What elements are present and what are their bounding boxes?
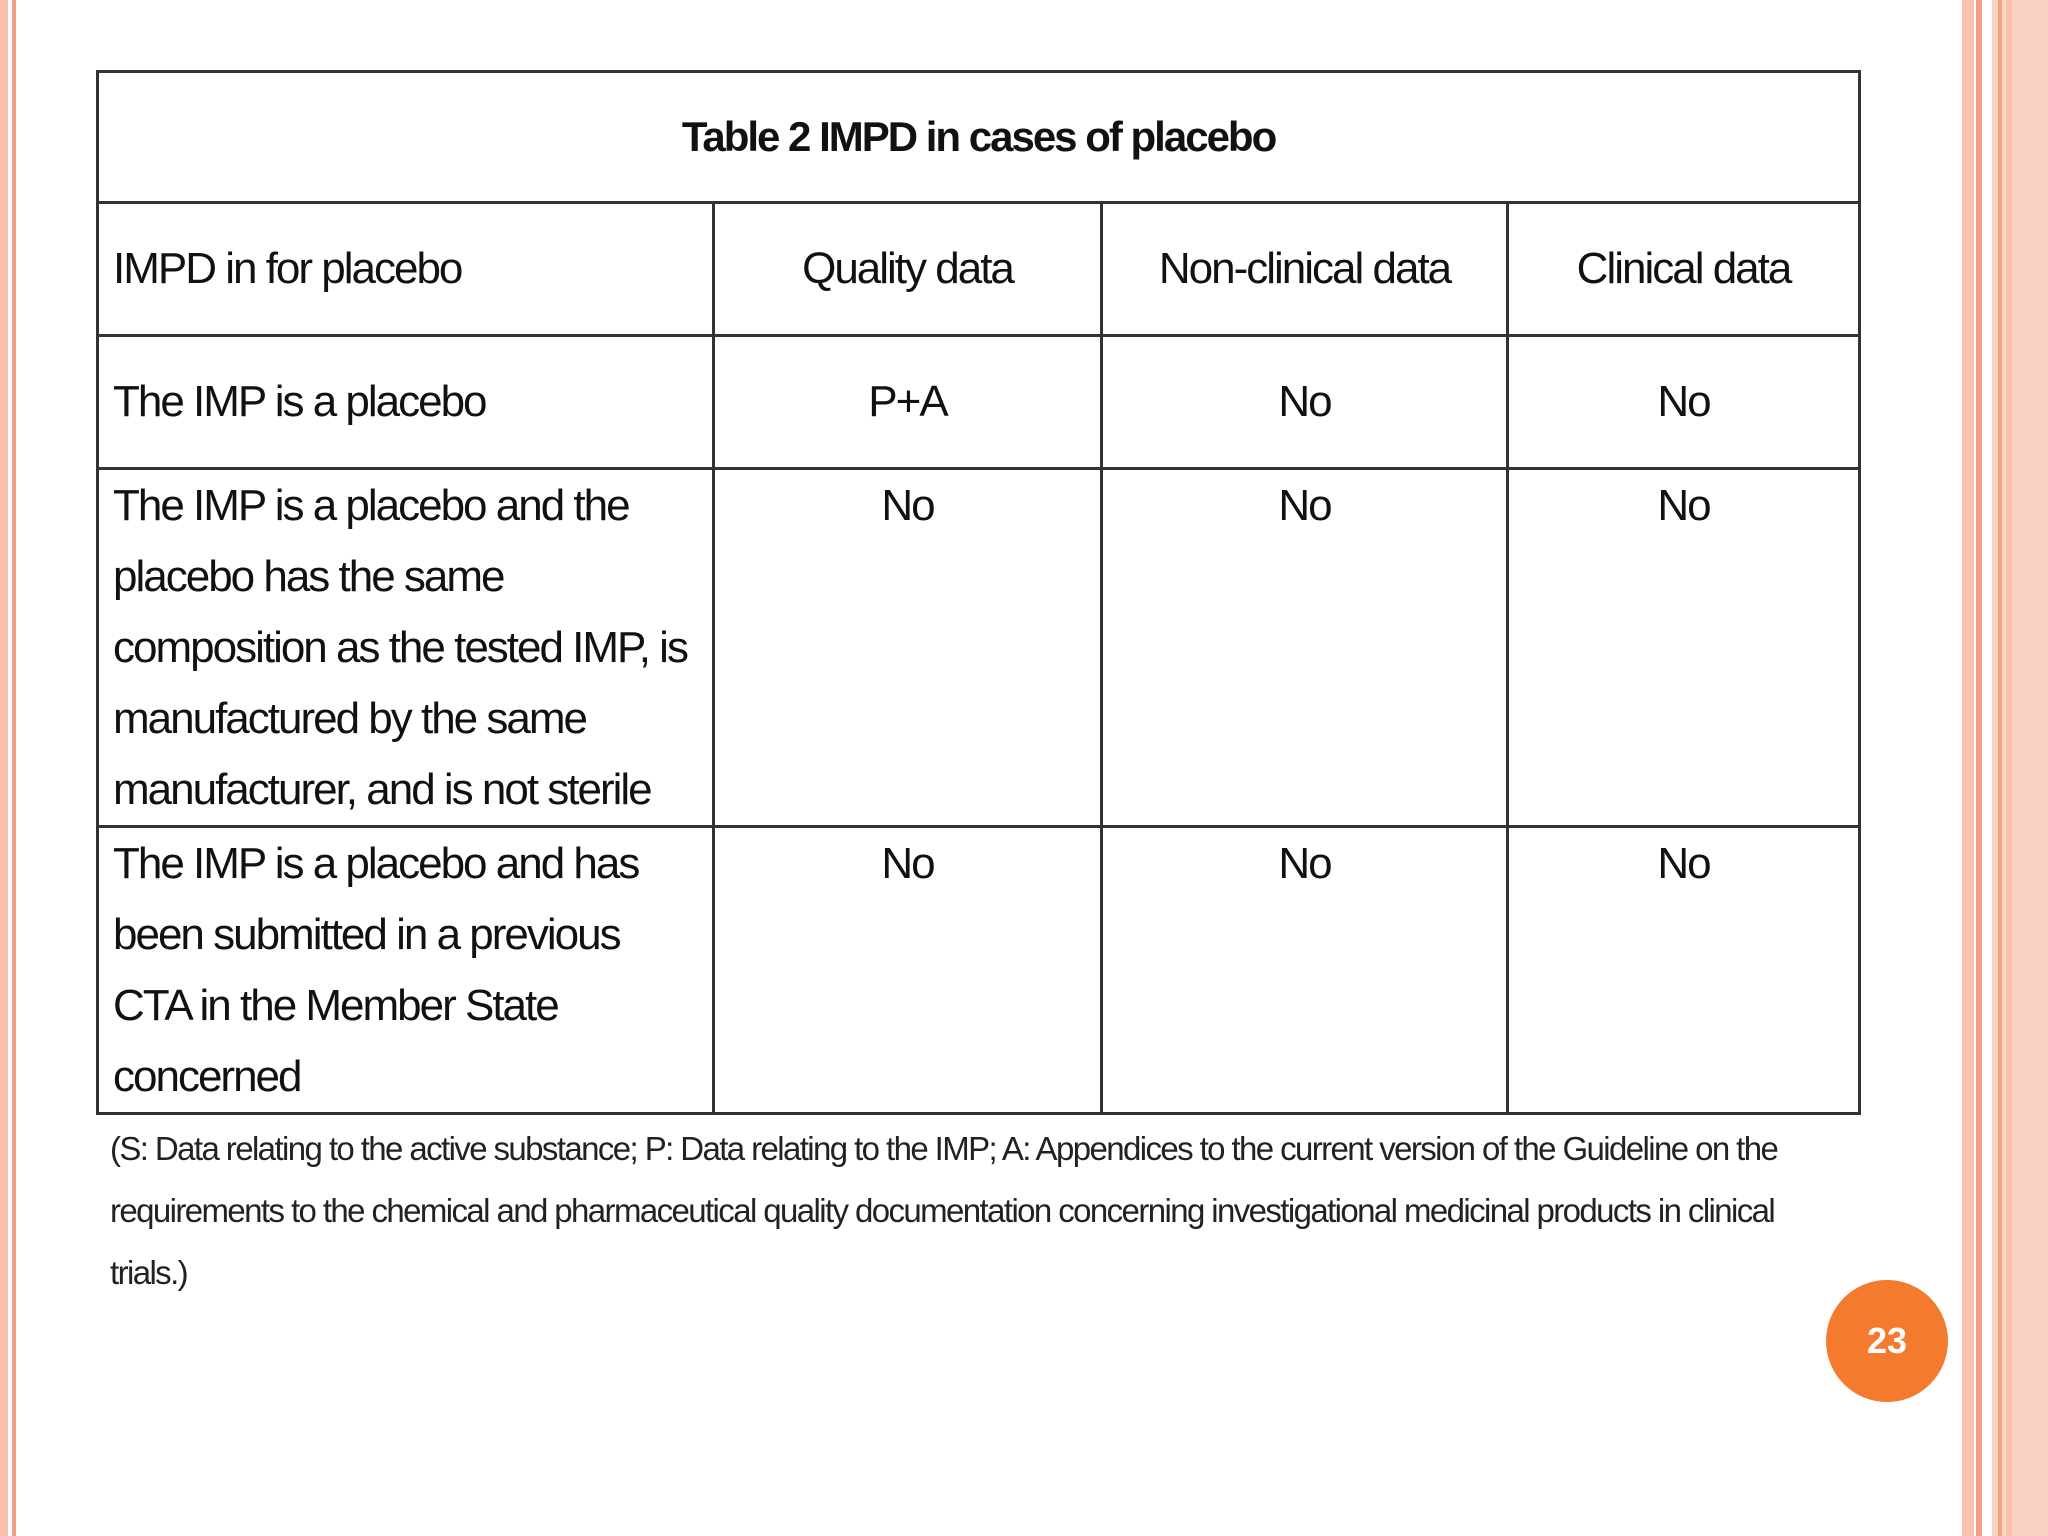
- table-row: [98, 827, 1860, 1114]
- header-clinical-data: Clinical data: [1508, 203, 1860, 336]
- slide-border-left: [0, 0, 8, 1536]
- cell-nonclinical: No: [1102, 469, 1508, 827]
- cell-clinical: No: [1508, 469, 1860, 827]
- slide-border-right-stripe-2: [2006, 0, 2012, 1536]
- table-row: [98, 469, 1860, 827]
- slide-border-left-inner: [12, 0, 16, 1536]
- cell-nonclinical: No: [1102, 827, 1508, 1114]
- cell-clinical: No: [1508, 336, 1860, 469]
- table-title: Table 2 IMPD in cases of placebo: [98, 72, 1860, 203]
- impd-table-figure: [96, 70, 1858, 1115]
- cell-quality: No: [714, 827, 1102, 1114]
- table-header-row: [98, 203, 1860, 336]
- header-nonclinical-data: Non-clinical data: [1102, 203, 1508, 336]
- header-quality-data: Quality data: [714, 203, 1102, 336]
- cell-quality: No: [714, 469, 1102, 827]
- slide-border-right-stripe: [1998, 0, 2002, 1536]
- page-number-badge: 23: [1826, 1280, 1948, 1402]
- row-label: The IMP is a placebo: [98, 336, 714, 469]
- row-label: The IMP is a placebo and the placebo has the same composition as the tested IMP, is manufactured by the same manufacturer, and is not sterile: [98, 469, 714, 827]
- slide-border-right: [1962, 0, 1974, 1536]
- table-footnote: (S: Data relating to the active substance; P: Data relating to the IMP; A: Appendices to the current version of the Guideline on the requirements to the chemical and pharmaceutical quality documentation concerning investigational medicinal products in clinical trials.): [110, 1130, 1778, 1291]
- slide-border-right-line: [1976, 0, 1982, 1536]
- cell-nonclinical: No: [1102, 336, 1508, 469]
- table-row: [98, 336, 1860, 469]
- row-label: The IMP is a placebo and has been submitted in a previous CTA in the Member State concerned: [98, 827, 714, 1114]
- cell-clinical: No: [1508, 827, 1860, 1114]
- impd-table: [96, 70, 1861, 1115]
- cell-quality: P+A: [714, 336, 1102, 469]
- header-impd-for-placebo: IMPD in for placebo: [98, 203, 714, 336]
